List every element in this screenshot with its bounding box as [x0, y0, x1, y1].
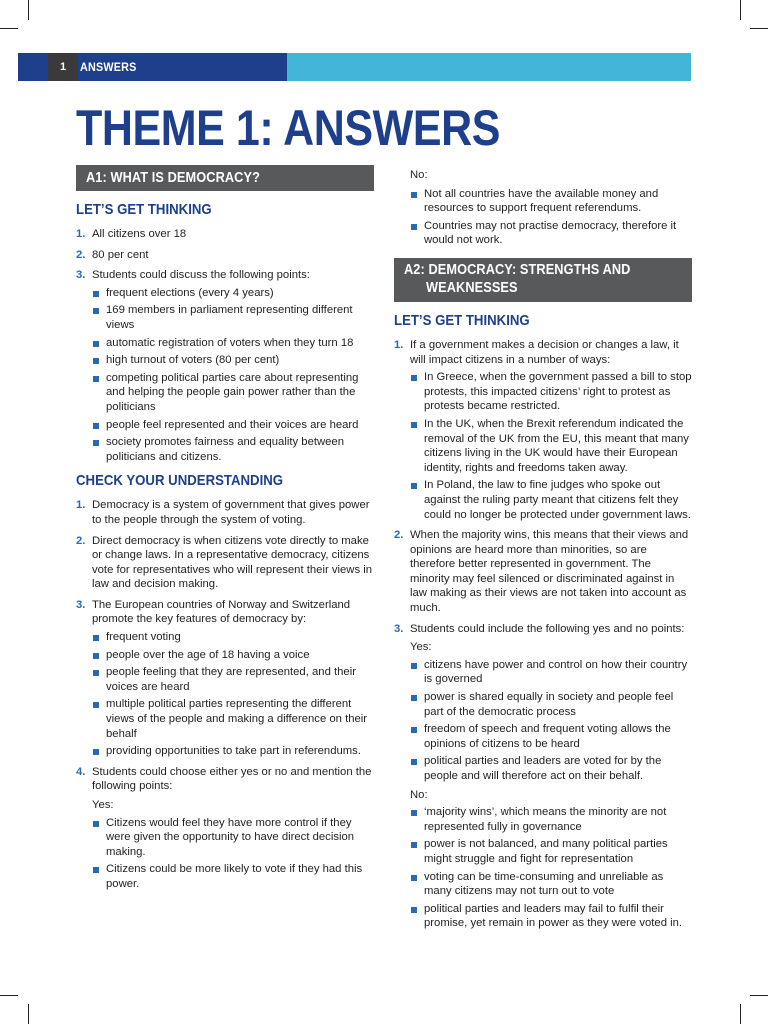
subheading-lets-get-thinking: LET’S GET THINKING: [394, 311, 530, 329]
section-heading-a1: A1: WHAT IS DEMOCRACY?: [76, 165, 374, 191]
item-number: 3.: [76, 598, 86, 611]
bullet-item: people over the age of 18 having a voice: [92, 648, 374, 663]
list-item: [76, 765, 374, 892]
bullet-item: voting can be time-consuming and unreliable as many citizens may not turn out to vote: [410, 870, 692, 899]
list-item: [76, 534, 374, 592]
bullet-item: people feeling that they are represented, and their voices are heard: [92, 665, 374, 694]
item-number: 1.: [76, 228, 86, 240]
bullet-item: automatic registration of voters when they turn 18: [92, 336, 374, 351]
header-label: ANSWERS: [80, 60, 137, 74]
bullet-item: frequent voting: [92, 630, 374, 645]
bullet-item: In Greece, when the government passed a bill to stop protests, this impacted citizens’ right to protest as protests became restricted.: [410, 370, 692, 414]
item-number: 2.: [76, 534, 86, 547]
bullet-item: ‘majority wins’, which means the minority are not represented fully in governance: [410, 805, 692, 834]
list-item: [76, 248, 374, 263]
item-text: When the majority wins, this means that their views and opinions are heard more than minorities, so are therefore better represented in government. The minority may feel silenced or discriminated against in law making as their views are not taken into account as much.: [410, 529, 689, 615]
bullet-item: power is not balanced, and many political parties might struggle and fight for representation: [410, 837, 692, 866]
crop-mark: [750, 28, 768, 29]
crop-mark: [0, 995, 18, 996]
item-number: 4.: [76, 765, 86, 778]
bullet-list: [410, 658, 692, 784]
bullet-list: [410, 187, 692, 248]
bullet-item: citizens have power and control on how their country is governed: [410, 658, 692, 687]
item-text: Students could include the following yes and no points:: [410, 622, 685, 635]
right-column: [394, 168, 692, 937]
item-number: 3.: [76, 269, 86, 282]
bullet-item: society promotes fairness and equality between politicians and citizens.: [92, 435, 374, 464]
header-dark-block: [18, 53, 287, 81]
list-item: [76, 227, 374, 242]
list-item: [76, 268, 374, 464]
bullet-item: people feel represented and their voices are heard: [92, 418, 374, 433]
chapter-number: 1: [48, 53, 78, 81]
bullet-list: [410, 805, 692, 931]
bullet-item: competing political parties care about representing and helping the people gain power rather than the politicians: [92, 371, 374, 415]
no-label: No:: [410, 169, 428, 181]
item-number: 2.: [394, 529, 404, 542]
subheading-check-your-understanding: CHECK YOUR UNDERSTANDING: [76, 472, 284, 490]
bullet-item: multiple political parties representing the different views of the people and making a difference on their behalf: [92, 697, 374, 741]
item-number: 2.: [76, 248, 86, 261]
list-item: [394, 528, 692, 616]
yes-label: Yes:: [410, 641, 432, 654]
item-text: Students could discuss the following points:: [92, 269, 310, 282]
bullet-item: Citizens would feel they have more control if they were given the opportunity to have direct decision making.: [92, 816, 374, 860]
subheading-lets-get-thinking: LET’S GET THINKING: [76, 201, 212, 218]
bullet-item: 169 members in parliament representing different views: [92, 303, 374, 332]
numbered-list: [76, 227, 374, 464]
item-number: 1.: [394, 338, 404, 351]
list-item: [394, 622, 692, 931]
crop-mark: [28, 1004, 29, 1024]
item-number: 3.: [394, 622, 404, 635]
bullet-item: Not all countries have the available money and resources to support frequent referendums.: [410, 187, 692, 216]
list-item: [394, 338, 692, 522]
numbered-list: [394, 338, 692, 931]
bullet-item: power is shared equally in society and people feel part of the democratic process: [410, 690, 692, 719]
item-text: Direct democracy is when citizens vote directly to make or change laws. In a representative democracy, citizens vote for representatives who will represent their views in law and decision making.: [92, 534, 373, 591]
list-item: [76, 498, 374, 527]
item-text: If a government makes a decision or changes a law, it will impact citizens in a number of ways:: [410, 338, 679, 366]
crop-mark: [740, 1004, 741, 1024]
bullet-item: In Poland, the law to fine judges who spoke out against the ruling party meant that citizens felt they could no longer be protected under government laws.: [410, 478, 692, 522]
bullet-list: [410, 370, 692, 522]
item-text: 80 per cent: [92, 248, 149, 261]
no-label: No:: [410, 788, 428, 801]
yes-label: Yes:: [92, 799, 114, 811]
section-heading-a2: A2: DEMOCRACY: STRENGTHS AND WEAKNESSES: [394, 258, 692, 302]
crop-mark: [740, 0, 741, 20]
item-text: Students could choose either yes or no and mention the following points:: [92, 765, 372, 793]
bullet-item: Citizens could be more likely to vote if they had this power.: [92, 862, 374, 891]
bullet-item: political parties and leaders are voted for by the people and will therefore act on their behalf.: [410, 754, 692, 783]
crop-mark: [750, 995, 768, 996]
item-text: Democracy is a system of government that gives power to the people through the system of voting.: [92, 499, 370, 526]
crop-mark: [0, 28, 18, 29]
page-title: THEME 1: ANSWERS: [76, 100, 500, 156]
bullet-item: political parties and leaders may fail to fulfil their promise, yet remain in power as they were voted in.: [410, 902, 692, 931]
numbered-list: [76, 498, 374, 891]
bullet-item: frequent elections (every 4 years): [92, 286, 374, 301]
bullet-item: In the UK, when the Brexit referendum indicated the removal of the UK from the EU, this meant that many citizens living in the UK would have their European identity, rights and freedoms taken away.: [410, 417, 692, 475]
bullet-list: [92, 630, 374, 759]
left-column: [76, 165, 374, 898]
crop-mark: [28, 0, 29, 20]
bullet-list: [92, 286, 374, 465]
bullet-item: providing opportunities to take part in referendums.: [92, 744, 374, 759]
bullet-item: Countries may not practise democracy, therefore it would not work.: [410, 219, 692, 248]
header-band: [18, 53, 691, 81]
list-item: [76, 598, 374, 759]
item-text: The European countries of Norway and Switzerland promote the key features of democracy by:: [92, 598, 351, 626]
item-number: 1.: [76, 499, 86, 512]
bullet-item: freedom of speech and frequent voting allows the opinions of citizens to be heard: [410, 722, 692, 751]
bullet-list: [92, 816, 374, 892]
item-text: All citizens over 18: [92, 228, 187, 240]
bullet-item: high turnout of voters (80 per cent): [92, 353, 374, 368]
